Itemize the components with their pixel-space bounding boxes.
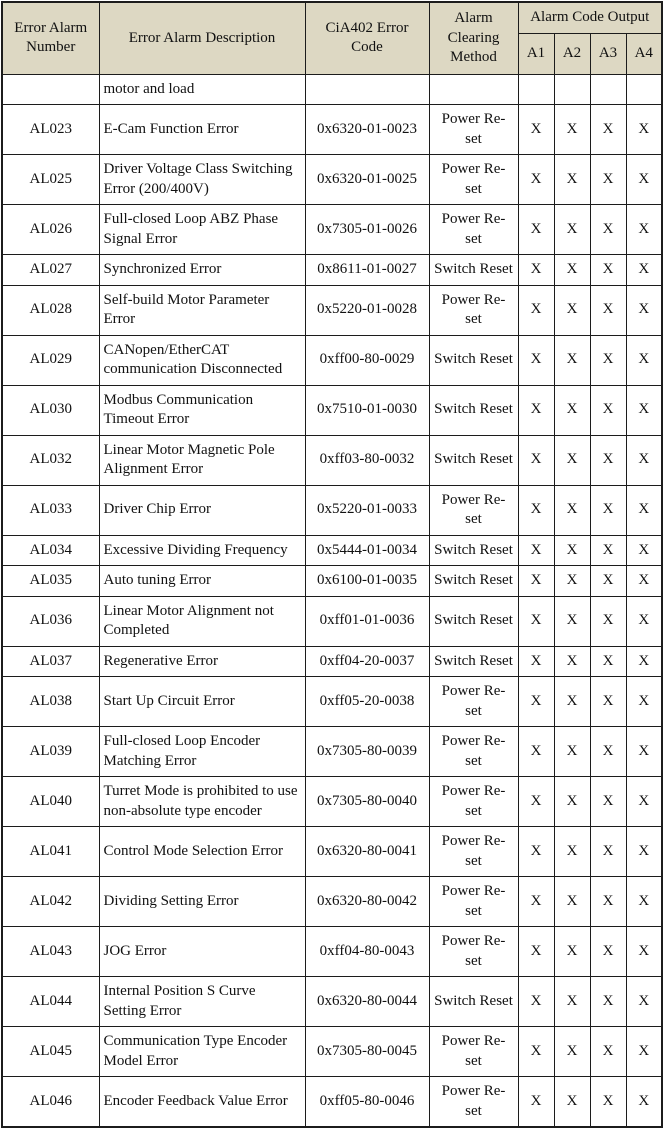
- cia402-code-cell: 0x6320-01-0023: [305, 105, 429, 155]
- table-row: [2, 646, 662, 677]
- cia402-code-cell: 0xff05-80-0046: [305, 1077, 429, 1128]
- output-a2-cell: X: [554, 877, 590, 927]
- output-a3-cell: X: [590, 205, 626, 255]
- output-a3-cell: X: [590, 777, 626, 827]
- output-a3-cell: [590, 74, 626, 105]
- output-a1-cell: X: [518, 727, 554, 777]
- output-a2-cell: X: [554, 485, 590, 535]
- cia402-code-cell: 0x5220-01-0028: [305, 285, 429, 335]
- alarm-number-cell: AL032: [2, 435, 99, 485]
- output-a4-cell: X: [626, 827, 662, 877]
- alarm-description-cell: Self-build Motor Parameter Error: [99, 285, 305, 335]
- table-row: [2, 777, 662, 827]
- clearing-method-cell: Switch Reset: [429, 535, 518, 566]
- header-row-main: [2, 2, 662, 33]
- output-a4-cell: X: [626, 646, 662, 677]
- clearing-method-cell: Switch Reset: [429, 435, 518, 485]
- output-a4-cell: X: [626, 105, 662, 155]
- header-output-a4: A4: [626, 33, 662, 74]
- alarm-description-cell: Turret Mode is prohibited to use non-absolute type encoder: [99, 777, 305, 827]
- output-a4-cell: X: [626, 1077, 662, 1128]
- cia402-code-cell: 0x6320-80-0041: [305, 827, 429, 877]
- output-a3-cell: X: [590, 255, 626, 286]
- cia402-code-cell: 0x7305-80-0045: [305, 1027, 429, 1077]
- output-a3-cell: X: [590, 1077, 626, 1128]
- table-row: [2, 827, 662, 877]
- cia402-code-cell: 0x5220-01-0033: [305, 485, 429, 535]
- output-a2-cell: X: [554, 105, 590, 155]
- cia402-code-cell: 0x6320-01-0025: [305, 155, 429, 205]
- output-a3-cell: X: [590, 535, 626, 566]
- table-row: [2, 566, 662, 597]
- cia402-code-cell: 0xff03-80-0032: [305, 435, 429, 485]
- alarm-description-cell: Driver Chip Error: [99, 485, 305, 535]
- cia402-code-cell: 0x7305-80-0040: [305, 777, 429, 827]
- alarm-description-cell: Control Mode Selection Error: [99, 827, 305, 877]
- output-a1-cell: X: [518, 1077, 554, 1128]
- output-a3-cell: X: [590, 105, 626, 155]
- alarm-description-cell: JOG Error: [99, 927, 305, 977]
- alarm-number-cell: AL030: [2, 385, 99, 435]
- output-a1-cell: X: [518, 205, 554, 255]
- cia402-code-cell: 0x5444-01-0034: [305, 535, 429, 566]
- clearing-method-cell: Switch Reset: [429, 385, 518, 435]
- table-row: [2, 155, 662, 205]
- output-a3-cell: X: [590, 1027, 626, 1077]
- alarm-description-cell: Encoder Feedback Value Error: [99, 1077, 305, 1128]
- table-row: [2, 255, 662, 286]
- alarm-number-cell: AL025: [2, 155, 99, 205]
- output-a2-cell: X: [554, 1027, 590, 1077]
- output-a3-cell: X: [590, 155, 626, 205]
- output-a1-cell: X: [518, 646, 554, 677]
- table-row: [2, 877, 662, 927]
- alarm-number-cell: AL039: [2, 727, 99, 777]
- output-a1-cell: X: [518, 777, 554, 827]
- output-a3-cell: X: [590, 435, 626, 485]
- error-alarm-table: [1, 1, 663, 1128]
- output-a2-cell: X: [554, 677, 590, 727]
- alarm-number-cell: AL034: [2, 535, 99, 566]
- output-a4-cell: X: [626, 777, 662, 827]
- header-alarm-code-output-label: Alarm Code Output: [530, 9, 650, 25]
- output-a2-cell: X: [554, 205, 590, 255]
- output-a3-cell: X: [590, 285, 626, 335]
- output-a1-cell: X: [518, 335, 554, 385]
- alarm-description-cell: Dividing Setting Error: [99, 877, 305, 927]
- header-cia402-error-code-label: CiA402 Error Code: [325, 19, 409, 56]
- alarm-description-cell: Auto tuning Error: [99, 566, 305, 597]
- alarm-description-cell: E-Cam Function Error: [99, 105, 305, 155]
- alarm-number-cell: AL035: [2, 566, 99, 597]
- table-row: [2, 385, 662, 435]
- output-a1-cell: X: [518, 827, 554, 877]
- cia402-code-cell: 0x6320-80-0044: [305, 977, 429, 1027]
- clearing-method-cell: [429, 74, 518, 105]
- output-a4-cell: X: [626, 285, 662, 335]
- clearing-method-cell: Power Re-set: [429, 1027, 518, 1077]
- alarm-description-cell: Synchronized Error: [99, 255, 305, 286]
- clearing-method-cell: Power Re-set: [429, 877, 518, 927]
- table-row: [2, 677, 662, 727]
- alarm-description-cell: Modbus Communication Timeout Error: [99, 385, 305, 435]
- alarm-number-cell: AL037: [2, 646, 99, 677]
- output-a1-cell: X: [518, 485, 554, 535]
- output-a1-cell: X: [518, 155, 554, 205]
- output-a4-cell: X: [626, 596, 662, 646]
- output-a4-cell: X: [626, 255, 662, 286]
- alarm-number-cell: AL027: [2, 255, 99, 286]
- alarm-description-cell: Regenerative Error: [99, 646, 305, 677]
- header-output-a2: A2: [554, 33, 590, 74]
- table-row: [2, 205, 662, 255]
- header-error-alarm-number-label: Error Alarm Number: [14, 19, 88, 56]
- alarm-number-cell: AL046: [2, 1077, 99, 1128]
- output-a3-cell: X: [590, 877, 626, 927]
- header-alarm-code-output: [518, 2, 662, 33]
- output-a2-cell: [554, 74, 590, 105]
- alarm-description-cell: Internal Position S Curve Setting Error: [99, 977, 305, 1027]
- output-a2-cell: X: [554, 827, 590, 877]
- alarm-description-cell: Excessive Dividing Frequency: [99, 535, 305, 566]
- clearing-method-cell: Power Re-set: [429, 485, 518, 535]
- output-a1-cell: X: [518, 535, 554, 566]
- output-a4-cell: [626, 74, 662, 105]
- cia402-code-cell: 0x6100-01-0035: [305, 566, 429, 597]
- alarm-number-cell: AL028: [2, 285, 99, 335]
- output-a1-cell: X: [518, 255, 554, 286]
- output-a4-cell: X: [626, 535, 662, 566]
- clearing-method-cell: Switch Reset: [429, 255, 518, 286]
- output-a2-cell: X: [554, 335, 590, 385]
- table-row: [2, 535, 662, 566]
- output-a2-cell: X: [554, 566, 590, 597]
- clearing-method-cell: Power Re-set: [429, 927, 518, 977]
- header-output-a1: A1: [518, 33, 554, 74]
- output-a3-cell: X: [590, 727, 626, 777]
- cia402-code-cell: 0xff04-80-0043: [305, 927, 429, 977]
- alarm-number-cell: AL033: [2, 485, 99, 535]
- output-a3-cell: X: [590, 385, 626, 435]
- output-a4-cell: X: [626, 977, 662, 1027]
- output-a1-cell: X: [518, 977, 554, 1027]
- output-a3-cell: X: [590, 827, 626, 877]
- alarm-number-cell: AL023: [2, 105, 99, 155]
- output-a3-cell: X: [590, 977, 626, 1027]
- clearing-method-cell: Power Re-set: [429, 205, 518, 255]
- clearing-method-cell: Switch Reset: [429, 646, 518, 677]
- table-row: [2, 596, 662, 646]
- alarm-number-cell: AL041: [2, 827, 99, 877]
- output-a4-cell: X: [626, 435, 662, 485]
- output-a2-cell: X: [554, 977, 590, 1027]
- cia402-code-cell: 0xff05-20-0038: [305, 677, 429, 727]
- output-a1-cell: X: [518, 566, 554, 597]
- table-row: [2, 485, 662, 535]
- output-a4-cell: X: [626, 1027, 662, 1077]
- table-row: [2, 285, 662, 335]
- clearing-method-cell: Power Re-set: [429, 155, 518, 205]
- table-row: [2, 927, 662, 977]
- output-a2-cell: X: [554, 385, 590, 435]
- cia402-code-cell: 0xff04-20-0037: [305, 646, 429, 677]
- alarm-number-cell: AL040: [2, 777, 99, 827]
- clearing-method-cell: Switch Reset: [429, 596, 518, 646]
- alarm-number-cell: [2, 74, 99, 105]
- output-a4-cell: X: [626, 927, 662, 977]
- output-a4-cell: X: [626, 877, 662, 927]
- table-row: [2, 435, 662, 485]
- table-row: [2, 1077, 662, 1128]
- alarm-number-cell: AL043: [2, 927, 99, 977]
- alarm-number-cell: AL036: [2, 596, 99, 646]
- alarm-number-cell: AL038: [2, 677, 99, 727]
- output-a2-cell: X: [554, 777, 590, 827]
- clearing-method-cell: Power Re-set: [429, 105, 518, 155]
- output-a2-cell: X: [554, 727, 590, 777]
- output-a3-cell: X: [590, 596, 626, 646]
- clearing-method-cell: Power Re-set: [429, 285, 518, 335]
- output-a1-cell: X: [518, 596, 554, 646]
- clearing-method-cell: Power Re-set: [429, 827, 518, 877]
- output-a1-cell: X: [518, 285, 554, 335]
- output-a1-cell: X: [518, 105, 554, 155]
- output-a4-cell: X: [626, 155, 662, 205]
- header-cia402-error-code: [305, 2, 429, 74]
- clearing-method-cell: Power Re-set: [429, 727, 518, 777]
- output-a4-cell: X: [626, 677, 662, 727]
- header-alarm-clearing-method-label: Alarm Clearing Method: [447, 10, 500, 65]
- header-error-alarm-description: [99, 2, 305, 74]
- output-a4-cell: X: [626, 335, 662, 385]
- alarm-description-cell: Full-closed Loop ABZ Phase Signal Error: [99, 205, 305, 255]
- output-a2-cell: X: [554, 1077, 590, 1128]
- output-a1-cell: X: [518, 927, 554, 977]
- table-row: [2, 727, 662, 777]
- header-alarm-clearing-method: [429, 2, 518, 74]
- table-header: [2, 2, 662, 74]
- output-a4-cell: X: [626, 485, 662, 535]
- header-output-a3: A3: [590, 33, 626, 74]
- table-row: [2, 335, 662, 385]
- output-a2-cell: X: [554, 155, 590, 205]
- output-a3-cell: X: [590, 927, 626, 977]
- table-row: [2, 105, 662, 155]
- alarm-description-cell: CANopen/EtherCAT communication Disconnected: [99, 335, 305, 385]
- output-a4-cell: X: [626, 385, 662, 435]
- header-error-alarm-description-label: Error Alarm Description: [128, 29, 276, 46]
- output-a2-cell: X: [554, 927, 590, 977]
- output-a1-cell: X: [518, 435, 554, 485]
- cia402-code-cell: 0x8611-01-0027: [305, 255, 429, 286]
- output-a3-cell: X: [590, 485, 626, 535]
- cia402-code-cell: 0x6320-80-0042: [305, 877, 429, 927]
- table-body: [2, 74, 662, 1127]
- alarm-description-cell: Full-closed Loop Encoder Matching Error: [99, 727, 305, 777]
- table-row: [2, 74, 662, 105]
- cia402-code-cell: 0x7305-01-0026: [305, 205, 429, 255]
- output-a2-cell: X: [554, 596, 590, 646]
- table-row: [2, 1027, 662, 1077]
- clearing-method-cell: Power Re-set: [429, 777, 518, 827]
- output-a3-cell: X: [590, 566, 626, 597]
- alarm-description-cell: Communication Type Encoder Model Error: [99, 1027, 305, 1077]
- alarm-description-cell: motor and load: [99, 74, 305, 105]
- output-a2-cell: X: [554, 255, 590, 286]
- alarm-description-cell: Driver Voltage Class Switching Error (200/400V): [99, 155, 305, 205]
- output-a1-cell: X: [518, 677, 554, 727]
- clearing-method-cell: Switch Reset: [429, 977, 518, 1027]
- alarm-number-cell: AL029: [2, 335, 99, 385]
- output-a2-cell: X: [554, 535, 590, 566]
- alarm-number-cell: AL026: [2, 205, 99, 255]
- output-a2-cell: X: [554, 646, 590, 677]
- clearing-method-cell: Switch Reset: [429, 335, 518, 385]
- alarm-number-cell: AL045: [2, 1027, 99, 1077]
- header-error-alarm-number: [2, 2, 99, 74]
- output-a3-cell: X: [590, 646, 626, 677]
- cia402-code-cell: 0xff01-01-0036: [305, 596, 429, 646]
- output-a4-cell: X: [626, 727, 662, 777]
- clearing-method-cell: Power Re-set: [429, 1077, 518, 1128]
- clearing-method-cell: Switch Reset: [429, 566, 518, 597]
- output-a1-cell: X: [518, 1027, 554, 1077]
- alarm-description-cell: Linear Motor Magnetic Pole Alignment Error: [99, 435, 305, 485]
- cia402-code-cell: [305, 74, 429, 105]
- output-a3-cell: X: [590, 677, 626, 727]
- clearing-method-cell: Power Re-set: [429, 677, 518, 727]
- alarm-description-cell: Linear Motor Alignment not Completed: [99, 596, 305, 646]
- output-a1-cell: X: [518, 877, 554, 927]
- output-a4-cell: X: [626, 566, 662, 597]
- alarm-number-cell: AL042: [2, 877, 99, 927]
- cia402-code-cell: 0xff00-80-0029: [305, 335, 429, 385]
- output-a3-cell: X: [590, 335, 626, 385]
- table-row: [2, 977, 662, 1027]
- alarm-number-cell: AL044: [2, 977, 99, 1027]
- output-a4-cell: X: [626, 205, 662, 255]
- cia402-code-cell: 0x7305-80-0039: [305, 727, 429, 777]
- output-a1-cell: [518, 74, 554, 105]
- output-a2-cell: X: [554, 285, 590, 335]
- output-a1-cell: X: [518, 385, 554, 435]
- output-a2-cell: X: [554, 435, 590, 485]
- cia402-code-cell: 0x7510-01-0030: [305, 385, 429, 435]
- alarm-description-cell: Start Up Circuit Error: [99, 677, 305, 727]
